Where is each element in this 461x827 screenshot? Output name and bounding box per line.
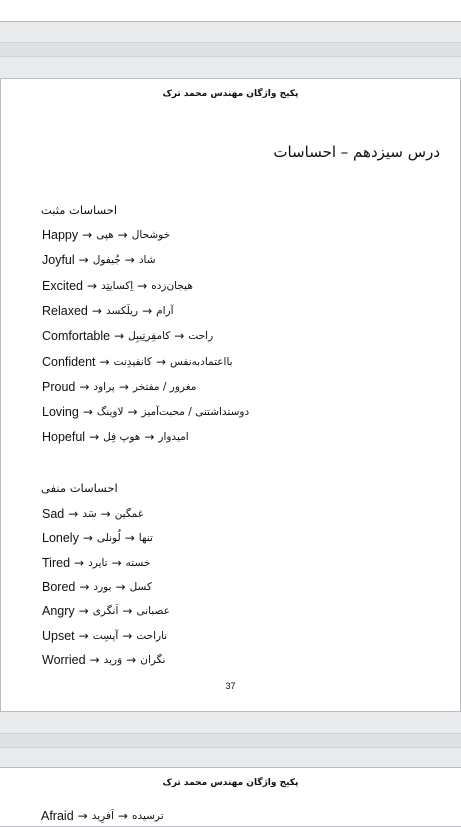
arrow-icon: → (82, 228, 93, 242)
transliteration: ریلَکسد (105, 304, 139, 317)
negative-section-title: احساسات منفی (41, 481, 118, 495)
vocab-row (42, 604, 170, 618)
persian-meaning: غمگین (114, 508, 144, 520)
english-word: Sad (42, 507, 65, 521)
arrow-icon: → (144, 430, 155, 445)
persian-meaning: بااعتمادبه‌نفس (170, 355, 233, 368)
transliteration: تایرد (88, 556, 108, 569)
page-header: پکیج واژگان مهندس محمد ترک (162, 89, 299, 99)
transliteration: کانفیدِنت (113, 355, 152, 368)
vocab-row (42, 228, 170, 242)
persian-meaning: تنها (138, 532, 153, 545)
english-word: Afraid (41, 809, 74, 823)
transliteration: بورد (93, 580, 112, 593)
arrow-icon: → (137, 278, 148, 293)
english-word: Confident (42, 354, 96, 369)
persian-meaning: ترسیده (131, 810, 164, 822)
lesson-title: درس سیزدهم – احساسات (273, 143, 440, 161)
english-word: Upset (42, 628, 75, 643)
english-word: Joyful (42, 253, 75, 268)
transliteration: کامفِرتِیبِل (128, 330, 171, 343)
english-word: Tired (42, 555, 71, 570)
vocab-row (42, 304, 174, 318)
persian-meaning: کسل (129, 580, 152, 593)
english-word: Excited (42, 278, 83, 293)
next-page-header: پکیج واژگان مهندس محمد ترک (162, 778, 299, 788)
previous-page (0, 0, 461, 22)
persian-meaning: دوستداشتنی / محبت‌آمیز (141, 406, 250, 419)
vocab-row (41, 809, 164, 823)
persian-meaning: ناراحت (136, 629, 168, 642)
arrow-icon: → (79, 579, 90, 594)
document-page (0, 78, 461, 712)
arrow-icon: → (142, 303, 153, 318)
vocab-row (42, 380, 196, 394)
arrow-icon: → (117, 809, 128, 823)
arrow-icon: → (82, 405, 93, 420)
transliteration: وَرید (103, 653, 123, 666)
english-word: Bored (42, 579, 76, 594)
transliteration: اَفرِید (91, 810, 114, 822)
transliteration: هپی (96, 229, 114, 241)
page-separator (0, 733, 461, 748)
english-word: Comfortable (42, 329, 111, 344)
arrow-icon: → (118, 379, 129, 394)
transliteration: هوپ فِل (103, 431, 141, 444)
arrow-icon: → (174, 329, 185, 344)
persian-meaning: امیدوار (158, 431, 189, 444)
english-word: Happy (42, 228, 79, 242)
vocab-row (42, 279, 193, 293)
vocab-row (42, 531, 153, 545)
page-number: 37 (225, 681, 236, 691)
arrow-icon: → (91, 303, 102, 318)
vocab-row (42, 580, 152, 594)
vocab-row (42, 405, 249, 419)
arrow-icon: → (89, 652, 100, 667)
transliteration: سَد (82, 508, 97, 520)
next-page (0, 767, 461, 827)
transliteration: لاوینگ (96, 406, 124, 419)
persian-meaning: خسته (125, 556, 151, 569)
arrow-icon: → (122, 604, 133, 619)
arrow-icon: → (87, 278, 98, 293)
arrow-icon: → (111, 555, 122, 570)
arrow-icon: → (79, 379, 90, 394)
persian-meaning: عصبانی (136, 605, 170, 618)
english-word: Relaxed (42, 303, 88, 318)
transliteration: آپسِت (92, 629, 119, 642)
arrow-icon: → (78, 628, 89, 643)
arrow-icon: → (89, 430, 100, 445)
arrow-icon: → (78, 253, 89, 268)
persian-meaning: نگران (140, 653, 166, 666)
arrow-icon: → (68, 507, 79, 521)
vocab-row (42, 653, 165, 667)
vocab-row (42, 507, 143, 521)
vocab-row (42, 329, 213, 343)
transliteration: اَنگری (92, 605, 119, 618)
english-word: Lonely (42, 531, 79, 546)
arrow-icon: → (124, 253, 135, 268)
vocab-row (42, 556, 150, 570)
english-word: Proud (42, 379, 76, 394)
transliteration: پراود (93, 380, 115, 393)
persian-meaning: هیجان‌زده (151, 279, 193, 292)
arrow-icon: → (82, 531, 93, 546)
arrow-icon: → (127, 405, 138, 420)
arrow-icon: → (99, 354, 110, 369)
arrow-icon: → (74, 555, 85, 570)
english-word: Worried (42, 652, 86, 667)
arrow-icon: → (77, 809, 88, 823)
english-word: Loving (42, 405, 79, 420)
vocab-row (42, 430, 189, 444)
arrow-icon: → (124, 531, 135, 546)
arrow-icon: → (155, 354, 166, 369)
vocab-row (42, 355, 233, 369)
arrow-icon: → (100, 507, 111, 521)
page-separator (0, 42, 461, 57)
vocab-row (42, 629, 167, 643)
arrow-icon: → (114, 329, 125, 344)
english-word: Hopeful (42, 430, 86, 445)
positive-section-title: احساسات مثبت (41, 203, 118, 217)
arrow-icon: → (78, 604, 89, 619)
transliteration: لُونلی (96, 532, 121, 545)
transliteration: جُیفول (92, 254, 121, 267)
persian-meaning: شاد (138, 254, 156, 267)
arrow-icon: → (117, 228, 128, 242)
persian-meaning: خوشحال (131, 229, 171, 241)
arrow-icon: → (115, 579, 126, 594)
arrow-icon: → (126, 652, 137, 667)
persian-meaning: مغرور / مفتخر (132, 380, 197, 393)
arrow-icon: → (122, 628, 133, 643)
english-word: Angry (42, 604, 75, 619)
persian-meaning: راحت (188, 330, 214, 343)
transliteration: اِکسایتِد (101, 279, 134, 292)
vocab-row (42, 253, 156, 267)
persian-meaning: آرام (156, 304, 174, 317)
